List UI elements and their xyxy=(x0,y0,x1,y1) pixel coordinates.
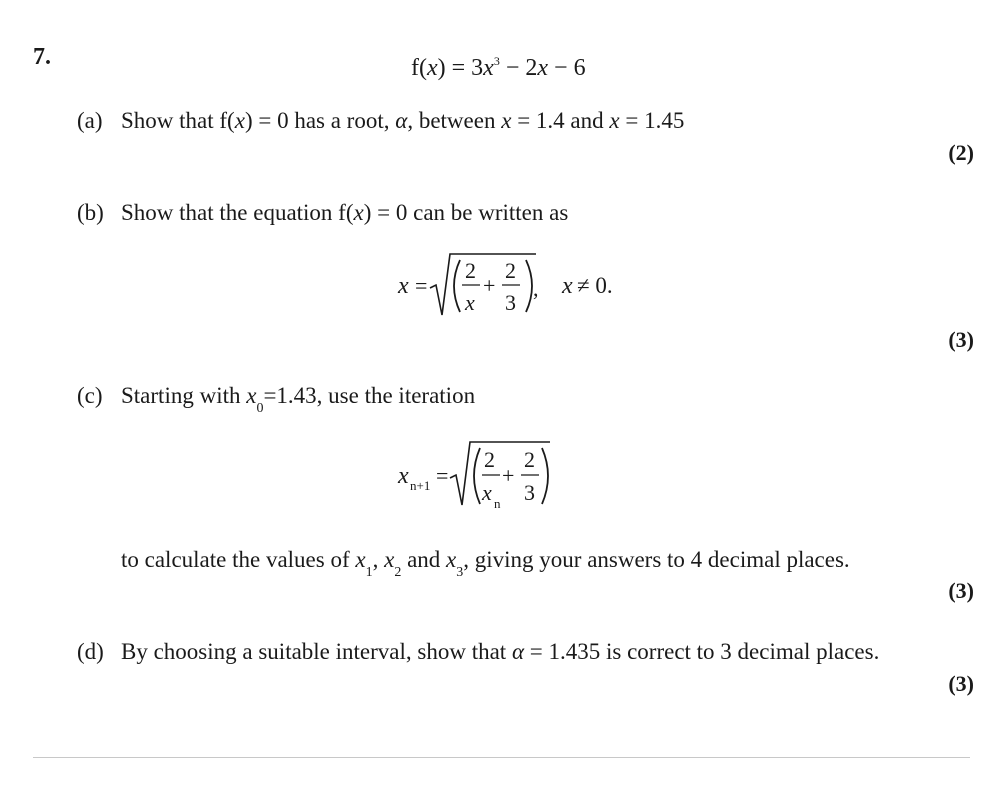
eq-b-cond-x: x xyxy=(562,273,573,299)
part-b-text: (b) Show that the equation f(x) = 0 can be written as xyxy=(77,200,569,225)
iter-left-paren xyxy=(474,448,480,504)
iter-den1-sub: n xyxy=(494,496,501,511)
eq-b-lhs-x: x xyxy=(398,273,409,299)
iter-num2: 2 xyxy=(524,447,535,472)
eq-b-comma: , xyxy=(533,276,539,301)
iter-equals: = xyxy=(436,463,449,488)
eq-b-left-paren xyxy=(454,260,460,312)
part-a-marks: (2) xyxy=(948,140,974,165)
iter-den1-x: x xyxy=(482,480,492,505)
part-b-marks: (3) xyxy=(948,327,974,352)
part-a-text: (a) Show that f(x) = 0 has a root, α, between x = 1.4 and x = 1.45 xyxy=(77,108,685,133)
iter-lhs-sub: n+1 xyxy=(410,478,431,493)
eq-b-num2: 2 xyxy=(505,258,516,283)
iter-right-paren xyxy=(542,448,548,504)
part-c-marks: (3) xyxy=(948,578,974,603)
eq-b-den1: x xyxy=(465,290,475,315)
iter-num1: 2 xyxy=(484,447,495,472)
part-b-equation xyxy=(390,248,630,326)
eq-b-equals: = xyxy=(415,273,428,298)
iter-lhs-x: x xyxy=(398,463,409,489)
bottom-divider xyxy=(33,757,970,758)
eq-b-plus: + xyxy=(483,273,496,298)
part-c-text: (c) Starting with $x_0=1.43$, use the iteration xyxy=(77,383,476,416)
part-d-text: (d) By choosing a suitable interval, show that α = 1.435 is correct to 3 decimal places. xyxy=(77,639,880,664)
iter-plus: + xyxy=(502,463,515,488)
eq-b-num1: 2 xyxy=(465,258,476,283)
part-d-marks: (3) xyxy=(948,671,974,696)
part-c-follow-text: to calculate the values of $x_1$, $x_2$ and $x_3$, giving your answers to 4 decimal places. xyxy=(121,547,850,580)
eq-b-den2: 3 xyxy=(505,290,516,315)
part-c-iteration xyxy=(390,438,570,518)
function-definition: $f(x) = 3x^3 - 2x - 6$ xyxy=(411,54,586,81)
question-number: 7. xyxy=(33,44,51,70)
eq-b-cond: ≠ 0. xyxy=(577,273,613,298)
eq-b-right-paren xyxy=(526,260,532,312)
iter-den2: 3 xyxy=(524,480,535,505)
